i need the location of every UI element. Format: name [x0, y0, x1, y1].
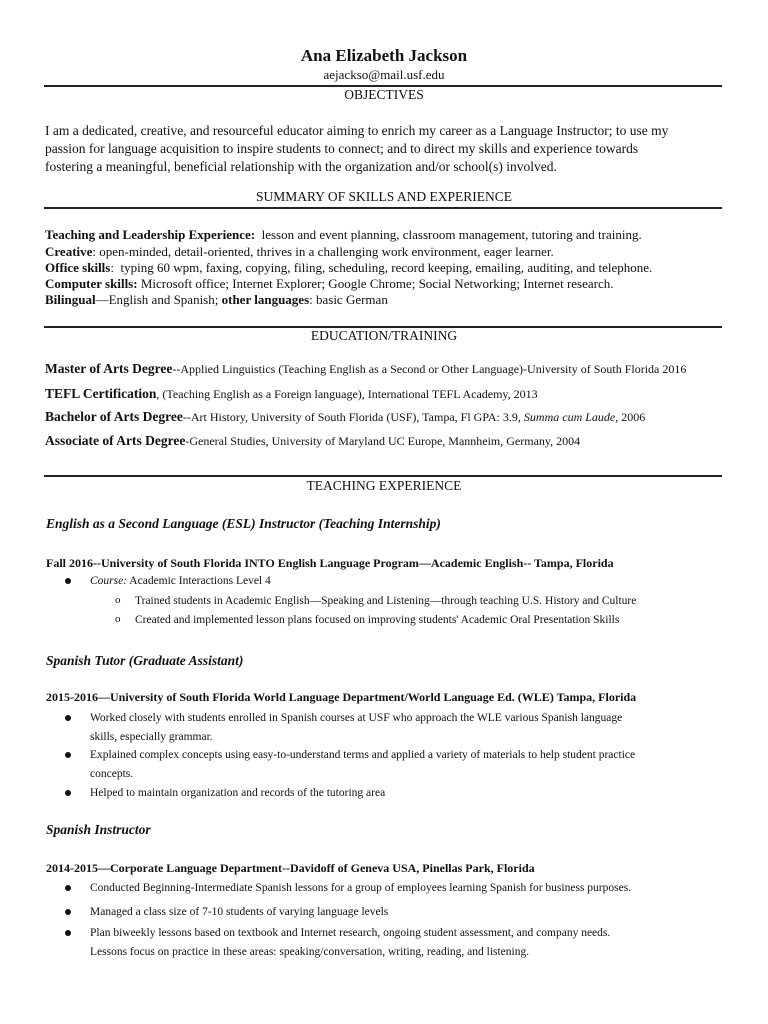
bullet-icon	[65, 930, 71, 936]
degree-title: Bachelor of Arts Degree	[45, 409, 183, 424]
skill-label: Computer skills:	[45, 276, 138, 291]
section-heading-skills: SUMMARY OF SKILLS AND EXPERIENCE	[255, 189, 513, 204]
degree-detail: -General Studies, University of Maryland UC Europe, Mannheim, Germany, 2004	[185, 434, 581, 448]
skill-text: lesson and event planning, classroom management, tutoring and training.	[255, 227, 642, 242]
bullet-text	[90, 572, 271, 591]
job-title-esl: English as a Second Language (ESL) Instructor (Teaching Internship)	[46, 516, 441, 531]
circle-bullet-icon: o	[115, 594, 121, 606]
skill-text: —English and Spanish;	[95, 292, 222, 307]
bullet-text	[90, 924, 610, 961]
course-label: Course:	[90, 575, 128, 587]
job-subtitle-esl: Fall 2016--University of South Florida INTO English Language Program—Academic English-- Tampa, Florida	[46, 556, 614, 570]
job-title-instructor: Spanish Instructor	[46, 822, 151, 837]
degree-title: Master of Arts Degree	[45, 361, 173, 376]
skill-text: : typing 60 wpm, faxing, copying, filing, scheduling, record keeping, emailing, auditing, and telephone.	[110, 260, 653, 275]
sub-bullet-text: Created and implemented lesson plans focused on improving students' Academic Oral Presentation Skills	[135, 614, 620, 626]
skill-label: Teaching and Leadership Experience:	[45, 227, 256, 242]
section-heading-objectives: OBJECTIVES	[344, 87, 424, 102]
section-heading-teaching: TEACHING EXPERIENCE	[306, 478, 462, 493]
objective-line: I am a dedicated, creative, and resourceful educator aiming to enrich my career as a Language Instructor; to use my	[45, 123, 669, 138]
bullet-line: Worked closely with students enrolled in Spanish courses at USF who approach the WLE various Spanish language	[90, 712, 623, 724]
degree-year: , 2006	[615, 410, 646, 424]
bullet-text: Helped to maintain organization and records of the tutoring area	[90, 787, 386, 799]
objective-line: fostering a meaningful, beneficial relationship with the organization and/or school(s) involved.	[45, 159, 557, 174]
degree-detail: , (Teaching English as a Foreign language), International TEFL Academy, 2013	[156, 387, 538, 401]
objective-line: passion for language acquisition to inspire students to connect; and to direct my skills and experience towards	[45, 141, 639, 156]
bullet-line: Lessons focus on practice in these areas: speaking/conversation, writing, reading, and listening.	[90, 945, 530, 958]
bullet-icon	[65, 578, 71, 584]
skill-line-creative	[45, 244, 735, 261]
divider	[44, 207, 722, 209]
bullet-icon	[65, 885, 71, 891]
bullet-icon	[65, 752, 71, 758]
course-text: Academic Interactions Level 4	[127, 575, 271, 587]
education-item-ba	[45, 409, 745, 425]
education-item-ma	[45, 361, 745, 377]
divider	[44, 475, 722, 477]
degree-detail: --Art History, University of South Florida (USF), Tampa, Fl GPA: 3.9,	[182, 410, 524, 424]
skill-line-computer	[45, 276, 735, 293]
bullet-text	[90, 709, 622, 746]
circle-bullet-icon: o	[115, 613, 121, 625]
job-title-tutor: Spanish Tutor (Graduate Assistant)	[46, 653, 244, 668]
degree-detail: --Applied Linguistics (Teaching English as a Second or Other Language)-University of South Florida 2016	[172, 362, 687, 376]
bullet-text: Managed a class size of 7-10 students of varying language levels	[90, 906, 389, 918]
bullet-text: Conducted Beginning-Intermediate Spanish lessons for a group of employees learning Spanish for business purposes.	[90, 882, 632, 894]
degree-title: TEFL Certification	[45, 386, 157, 401]
skill-label: Bilingual	[45, 292, 96, 307]
bullet-line: skills, especially grammar.	[90, 730, 213, 743]
bullet-line: Plan biweekly lessons based on textbook and Internet research, ongoing student assessment, and company needs.	[90, 927, 611, 939]
skill-label: Creative	[45, 244, 93, 259]
objective-paragraph	[45, 122, 725, 176]
skill-label: Office skills	[45, 260, 111, 275]
candidate-email: aejackso@mail.usf.edu	[323, 67, 445, 82]
skill-line-bilingual	[45, 292, 735, 309]
bullet-line: Explained complex concepts using easy-to-understand terms and applied a variety of materials to help student practice	[90, 749, 636, 761]
sub-bullet-text: Trained students in Academic English—Speaking and Listening—through teaching U.S. History and Culture	[135, 595, 637, 607]
skill-line-teaching	[45, 227, 735, 244]
education-item-tefl	[45, 386, 745, 402]
skill-text: Microsoft office; Internet Explorer; Google Chrome; Social Networking; Internet research.	[137, 276, 614, 291]
bullet-icon	[65, 715, 71, 721]
skill-text: : open-minded, detail-oriented, thrives in a challenging work environment, eager learner.	[92, 244, 554, 259]
skill-label: other languages	[221, 292, 310, 307]
degree-title: Associate of Arts Degree	[45, 433, 186, 448]
education-item-aa	[45, 433, 745, 449]
section-heading-education: EDUCATION/TRAINING	[310, 328, 458, 343]
bullet-line: concepts.	[90, 767, 134, 780]
skill-text: : basic German	[309, 292, 388, 307]
job-subtitle-tutor: 2015-2016—University of South Florida World Language Department/World Language Ed. (WLE) Tampa, Florida	[46, 690, 637, 704]
bullet-text	[90, 746, 635, 783]
candidate-name: Ana Elizabeth Jackson	[300, 46, 468, 65]
bullet-icon	[65, 909, 71, 915]
skill-line-office	[45, 260, 735, 277]
bullet-icon	[65, 790, 71, 796]
job-subtitle-instructor: 2014-2015—Corporate Language Department--Davidoff of Geneva USA, Pinellas Park, Florida	[46, 861, 535, 875]
degree-honor: Summa cum Laude	[523, 410, 616, 424]
